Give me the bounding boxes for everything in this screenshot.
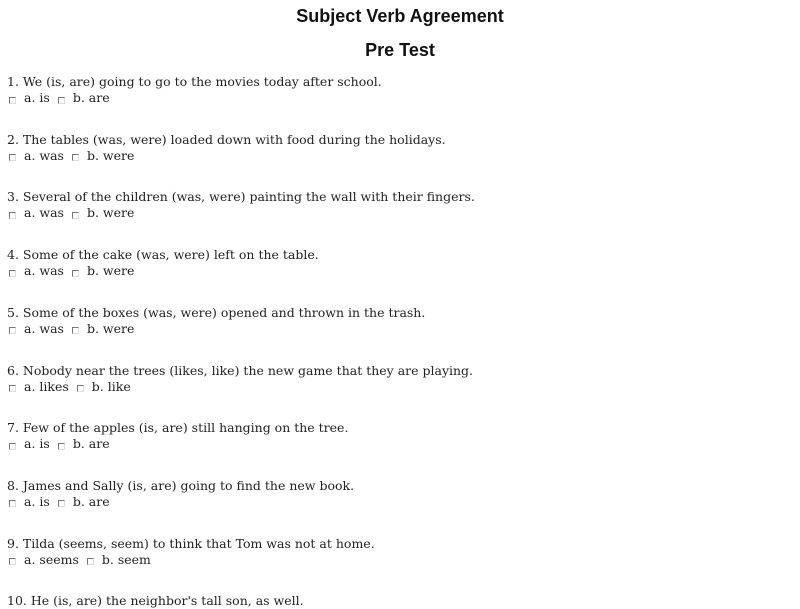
answer-option-label[interactable]: a. seems bbox=[24, 551, 79, 567]
answer-option-label[interactable]: a. was bbox=[24, 263, 64, 279]
answer-checkbox[interactable] bbox=[9, 97, 16, 104]
answer-checkbox[interactable] bbox=[77, 385, 84, 392]
answer-option-label[interactable]: b. seem bbox=[101, 551, 151, 567]
question-text: 8. James and Sally (is, are) going to find the new book. bbox=[7, 477, 355, 493]
answer-checkbox[interactable] bbox=[72, 327, 79, 334]
question-text: 6. Nobody near the trees (likes, like) the new game that they are playing. bbox=[7, 362, 474, 378]
answer-option-label[interactable]: b. are bbox=[72, 436, 110, 452]
question-text: 2. The tables (was, were) loaded down with food during the holidays. bbox=[7, 131, 446, 147]
question-item bbox=[7, 536, 375, 568]
answer-option-label[interactable]: b. are bbox=[72, 90, 110, 105]
answer-options bbox=[7, 494, 354, 510]
answer-options bbox=[7, 321, 425, 337]
question-item bbox=[7, 247, 319, 279]
answer-checkbox[interactable] bbox=[87, 558, 94, 565]
question-item bbox=[7, 593, 304, 609]
answer-checkbox[interactable] bbox=[9, 385, 16, 392]
question-item bbox=[7, 74, 382, 106]
answer-options bbox=[7, 148, 446, 164]
question-item bbox=[7, 305, 425, 337]
question-item bbox=[7, 363, 473, 395]
answer-checkbox[interactable] bbox=[9, 327, 16, 334]
question-text: 1. We (is, are) going to go to the movies today after school. bbox=[7, 74, 382, 89]
answer-options bbox=[7, 436, 348, 452]
answer-option-label[interactable]: b. were bbox=[86, 205, 135, 221]
question-text: 7. Few of the apples (is, are) still hanging on the tree. bbox=[7, 420, 349, 436]
page-title: Subject Verb Agreement bbox=[296, 6, 504, 26]
answer-option-label[interactable]: a. was bbox=[24, 147, 64, 163]
question-text: 9. Tilda (seems, seem) to think that Tom was not at home. bbox=[7, 535, 375, 551]
question-text: 5. Some of the boxes (was, were) opened and thrown in the trash. bbox=[7, 304, 426, 320]
answer-option-label[interactable]: b. like bbox=[91, 378, 131, 394]
question-item bbox=[7, 132, 446, 164]
answer-checkbox[interactable] bbox=[58, 500, 65, 507]
question-text: 3. Several of the children (was, were) painting the wall with their fingers. bbox=[7, 189, 475, 205]
answer-checkbox[interactable] bbox=[72, 212, 79, 219]
answer-options bbox=[7, 205, 475, 221]
answer-option-label[interactable]: a. likes bbox=[24, 378, 69, 394]
question-item bbox=[7, 420, 348, 452]
question-text: 10. He (is, are) the neighbor's tall son, as well. bbox=[7, 593, 304, 609]
answer-options bbox=[7, 90, 382, 106]
answer-checkbox[interactable] bbox=[72, 270, 79, 277]
answer-option-label[interactable]: a. is bbox=[24, 90, 50, 105]
answer-checkbox[interactable] bbox=[9, 500, 16, 507]
answer-option-label[interactable]: a. is bbox=[24, 493, 50, 509]
answer-checkbox[interactable] bbox=[9, 443, 16, 450]
question-item bbox=[7, 189, 475, 221]
answer-checkbox[interactable] bbox=[9, 270, 16, 277]
answer-checkbox[interactable] bbox=[9, 558, 16, 565]
answer-option-label[interactable]: a. was bbox=[24, 320, 64, 336]
answer-checkbox[interactable] bbox=[58, 443, 65, 450]
answer-options bbox=[7, 379, 473, 395]
answer-option-label[interactable]: b. were bbox=[86, 147, 135, 163]
answer-checkbox[interactable] bbox=[58, 97, 65, 104]
question-item bbox=[7, 478, 354, 510]
answer-option-label[interactable]: b. are bbox=[72, 493, 110, 509]
question-text: 4. Some of the cake (was, were) left on the table. bbox=[7, 247, 319, 263]
answer-checkbox[interactable] bbox=[9, 212, 16, 219]
answer-option-label[interactable]: a. was bbox=[24, 205, 64, 221]
answer-option-label[interactable]: b. were bbox=[86, 263, 135, 279]
answer-option-label[interactable]: a. is bbox=[24, 436, 50, 452]
answer-options bbox=[7, 263, 319, 279]
answer-checkbox[interactable] bbox=[9, 154, 16, 161]
answer-checkbox[interactable] bbox=[72, 154, 79, 161]
answer-options bbox=[7, 552, 375, 568]
answer-option-label[interactable]: b. were bbox=[86, 320, 135, 336]
page-subtitle: Pre Test bbox=[365, 40, 435, 60]
